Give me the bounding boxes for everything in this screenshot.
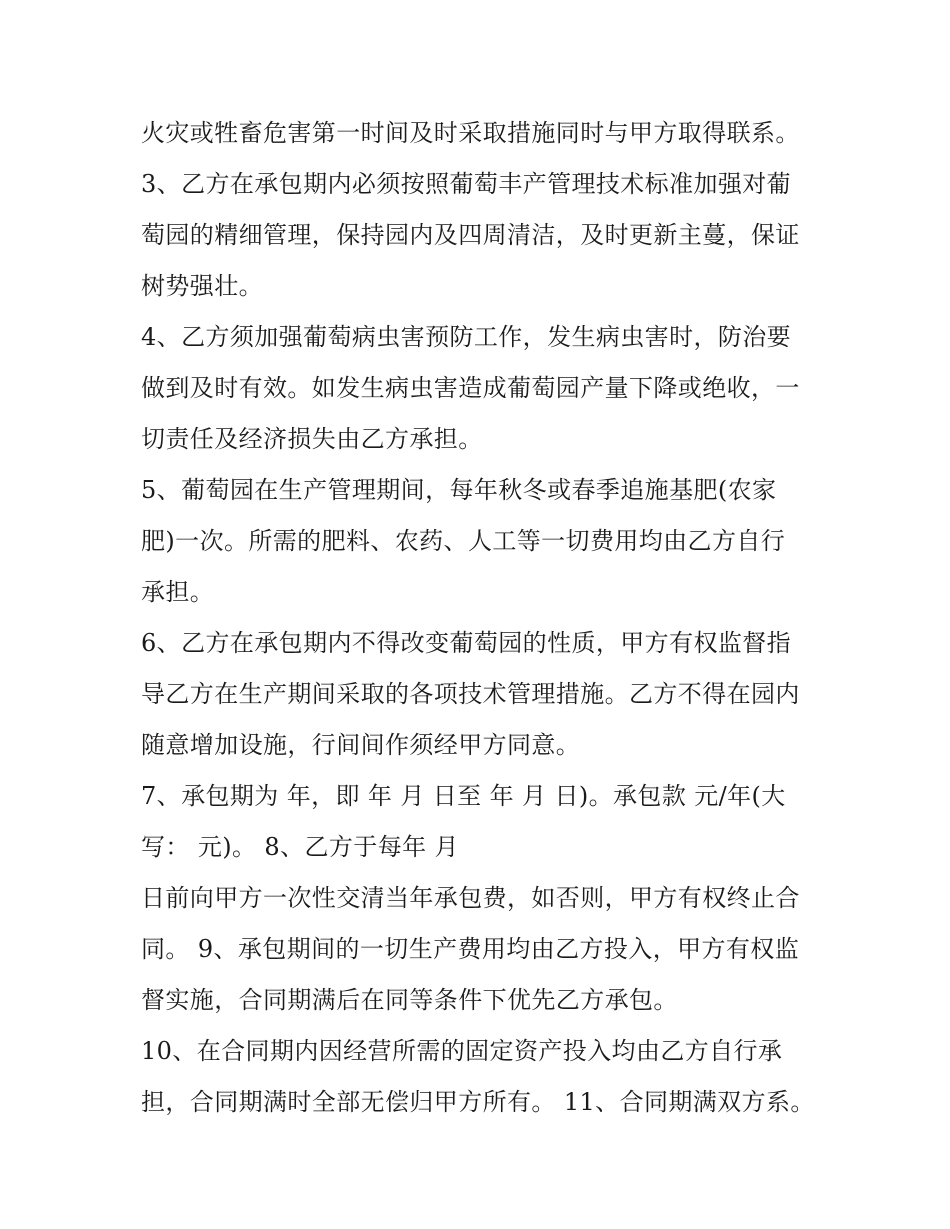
text-line: 日前向甲方一次性交清当年承包费，如否则，甲方有权终止合 [141, 884, 800, 912]
text-line: 导乙方在生产期间采取的各项技术管理措施。乙方不得在园内 [141, 680, 800, 708]
text-line: 同。 9、承包期间的一切生产费用均由乙方投入，甲方有权监 [141, 935, 800, 963]
text-line: 5、葡萄园在生产管理期间，每年秋冬或春季追施基肥(农家 [141, 476, 777, 504]
text-line: 4、乙方须加强葡萄病虫害预防工作，发生病虫害时，防治要 [141, 323, 792, 351]
text-line: 10、在合同期内因经营所需的固定资产投入均由乙方自行承 [141, 1037, 783, 1065]
document-body [141, 108, 821, 1128]
text-line: 随意增加设施，行间间作须经甲方同意。 [141, 731, 581, 759]
text-line: 写： 元)。 8、乙方于每年 月 [141, 833, 459, 861]
text-line: 切责任及经济损失由乙方承担。 [141, 425, 483, 453]
text-line: 萄园的精细管理，保持园内及四周清洁，及时更新主蔓，保证 [141, 221, 800, 249]
text-line: 火灾或牲畜危害第一时间及时采取措施同时与甲方取得联系。 [141, 119, 800, 147]
text-line: 6、乙方在承包期内不得改变葡萄园的性质，甲方有权监督指 [141, 629, 792, 657]
text-line: 承担。 [141, 578, 215, 606]
text-line: 树势强壮。 [141, 272, 263, 300]
text-line: 督实施，合同期满后在同等条件下优先乙方承包。 [141, 986, 678, 1014]
text-line: 肥)一次。所需的肥料、农药、人工等一切费用均由乙方自行 [141, 527, 786, 555]
text-line: 做到及时有效。如发生病虫害造成葡萄园产量下降或绝收，一 [141, 374, 800, 402]
text-line: 3、乙方在承包期内必须按照葡萄丰产管理技术标准加强对葡 [141, 170, 792, 198]
text-line: 7、承包期为 年，即 年 月 日至 年 月 日)。承包款 元/年(大 [141, 782, 786, 810]
text-line: 担，合同期满时全部无偿归甲方所有。 11、合同期满双方系。 [141, 1088, 815, 1116]
